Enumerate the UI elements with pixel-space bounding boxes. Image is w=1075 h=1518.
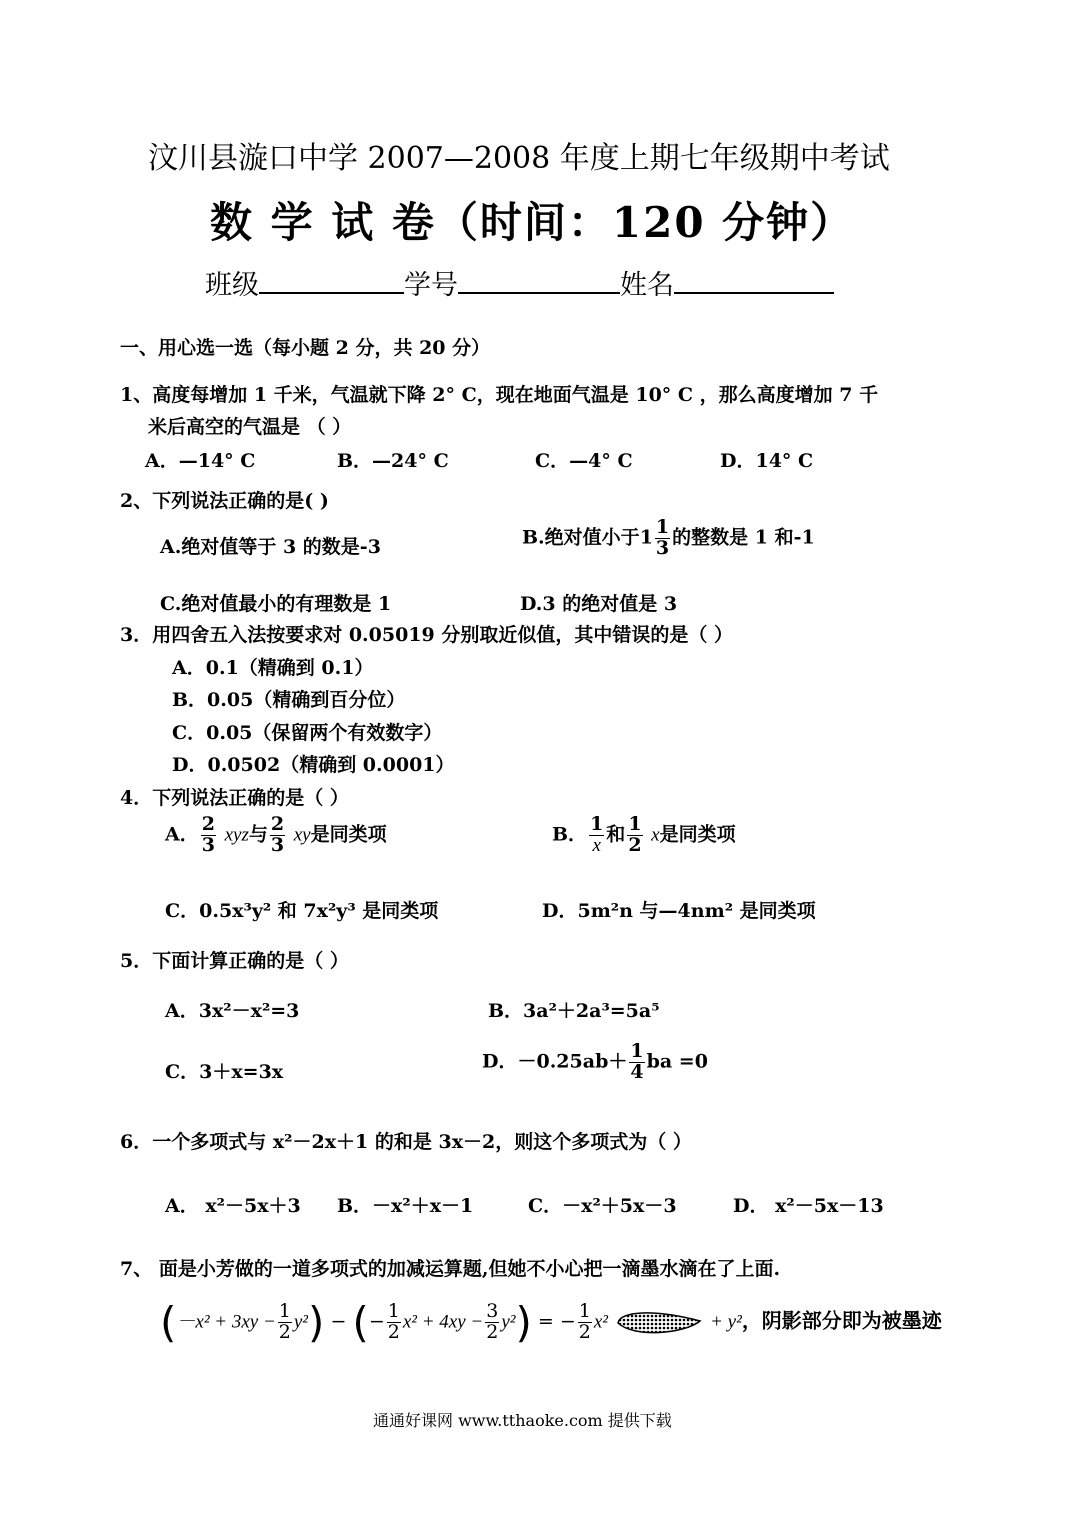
name-blank <box>674 268 834 294</box>
q4-option-a <box>165 815 387 856</box>
q5-d-fraction <box>629 1042 644 1083</box>
q4-option-b <box>552 815 736 856</box>
q5-option-d <box>482 1042 708 1083</box>
fraction-numerator: 1 <box>655 516 670 538</box>
class-blank <box>259 268 404 294</box>
q6-option-b: B．－x²＋x－1 <box>337 1195 474 1217</box>
fraction-denominator: 2 <box>278 1321 291 1343</box>
q4-a-frac2 <box>270 815 285 856</box>
fraction-denominator: 3 <box>201 833 215 856</box>
q2-b-fraction <box>655 518 670 559</box>
fraction-numerator: 1 <box>630 1040 644 1062</box>
q4-a-var2: xy <box>293 824 311 846</box>
q3-stem: 3．用四舍五入法按要求对 0.05019 分别取近似值，其中错误的是（ ） <box>120 624 734 646</box>
q2-option-a: A.绝对值等于 3 的数是-3 <box>160 536 381 558</box>
close-paren: ) <box>308 1298 325 1347</box>
q4-b-var: x <box>651 824 660 846</box>
q7-formula <box>160 1298 942 1347</box>
close-paren: ) <box>515 1298 532 1347</box>
q4-a-frac1 <box>201 815 216 856</box>
q2-option-d: D.3 的绝对值是 3 <box>520 593 678 615</box>
fraction-numerator: 2 <box>201 813 215 835</box>
student-no-label: 学号 <box>404 270 458 301</box>
open-paren: ( <box>160 1298 177 1347</box>
fraction-denominator: 2 <box>387 1321 400 1343</box>
q4-b-frac2 <box>627 815 642 856</box>
fraction-numerator: 1 <box>628 813 642 835</box>
q4-b-tail: 是同类项 <box>659 823 736 846</box>
q4-a-var1: xyz <box>224 824 249 846</box>
q7-term1-tail: y² <box>293 1311 309 1333</box>
q7-stem: 7、 面是小芳做的一道多项式的加减运算题,但她不小心把一滴墨水滴在了上面. <box>120 1258 781 1280</box>
fraction-numerator: 1 <box>387 1300 400 1323</box>
q3-option-a: A．0.1（精确到 0.1） <box>172 657 374 679</box>
q5-option-b: B．3a²＋2a³=5a⁵ <box>488 1000 660 1022</box>
q4-a-label: A． <box>165 823 199 846</box>
q2-b-text: B.绝对值小于 <box>522 526 640 549</box>
q2-b-tail: 的整数是 1 和-1 <box>672 526 815 549</box>
class-label: 班级 <box>205 270 259 301</box>
fraction-numerator: 3 <box>486 1300 499 1323</box>
fraction-numerator: 1 <box>278 1300 291 1323</box>
q7-tail-text: ，阴影部分即为被墨迹 <box>741 1308 942 1333</box>
section-heading: 一、用心选一选（每小题 2 分，共 20 分） <box>120 337 491 359</box>
q7-equals: = − <box>537 1310 576 1333</box>
q1-option-a: A．—14° C <box>145 450 256 472</box>
q4-b-mid: 和 <box>606 823 626 846</box>
q4-a-tail: 是同类项 <box>310 823 387 846</box>
fraction-denominator: 2 <box>578 1321 591 1343</box>
q4-b-frac1 <box>589 815 604 856</box>
ink-blot-icon <box>614 1306 704 1340</box>
q6-option-d: D． x²－5x－13 <box>733 1195 884 1217</box>
q7-frac1 <box>278 1302 292 1343</box>
q1-option-c: C．—4° C <box>535 450 633 472</box>
q2-option-b <box>522 518 815 559</box>
q1-option-b: B．—24° C <box>337 450 449 472</box>
q5-d-tail: ba =0 <box>646 1050 708 1073</box>
q7-term1: －x² + 3xy − <box>176 1311 276 1333</box>
q2-stem: 2、下列说法正确的是( ) <box>120 490 329 512</box>
q4-option-c: C．0.5x³y² 和 7x²y³ 是同类项 <box>165 900 439 922</box>
q4-option-d: D．5m²n 与—4nm² 是同类项 <box>542 900 816 922</box>
q7-result-term: x² <box>593 1311 609 1333</box>
student-no-blank <box>458 268 620 294</box>
q4-b-label: B． <box>552 823 588 846</box>
q1-line1: 1、高度每增加 1 千米，气温就下降 2° C，现在地面气温是 10° C ，那么高度增加 7 千 <box>120 384 879 406</box>
q7-term2-tail: y² <box>501 1311 516 1333</box>
name-label: 姓名 <box>620 270 674 301</box>
q7-neg: − <box>368 1310 385 1333</box>
q4-stem: 4．下列说法正确的是（ ） <box>120 787 349 809</box>
fraction-denominator: 2 <box>486 1321 499 1343</box>
q7-frac2 <box>387 1302 401 1343</box>
q4-a-mid: 与 <box>248 823 268 846</box>
q2-b-whole: 1 <box>639 526 653 549</box>
exam-title: 数 学 试 卷（时间：120 分钟） <box>210 198 855 247</box>
q6-stem: 6．一个多项式与 x²－2x＋1 的和是 3x－2，则这个多项式为（ ） <box>120 1131 692 1153</box>
q3-option-c: C．0.05（保留两个有效数字） <box>172 722 443 744</box>
q5-option-a: A．3x²－x²=3 <box>165 1000 300 1022</box>
q7-minus: − <box>330 1310 347 1333</box>
q3-option-d: D．0.0502（精确到 0.0001） <box>172 754 455 776</box>
fraction-denominator: 3 <box>270 833 285 856</box>
q1-option-d: D．14° C <box>720 450 814 472</box>
fraction-numerator: 2 <box>270 813 285 835</box>
student-info <box>205 263 834 302</box>
fraction-denominator: 2 <box>628 833 642 856</box>
open-paren: ( <box>352 1298 369 1347</box>
q5-d-text: D．－0.25ab＋ <box>482 1050 628 1073</box>
page-footer: 通通好课网 www.tthaoke.com 提供下载 <box>373 1411 672 1430</box>
q3-option-b: B．0.05（精确到百分位） <box>172 689 406 711</box>
q7-after-blot: + y² <box>710 1311 742 1333</box>
q7-frac3 <box>485 1302 499 1343</box>
exam-header: 汶川县漩口中学 2007—2008 年度上期七年级期中考试 <box>148 141 890 176</box>
fraction-numerator: 1 <box>590 813 604 835</box>
q6-option-a: A． x²－5x＋3 <box>165 1195 301 1217</box>
fraction-denominator: 4 <box>630 1060 644 1083</box>
q7-term2-mid: x² + 4xy − <box>402 1311 484 1333</box>
q6-option-c: C．－x²＋5x－3 <box>528 1195 677 1217</box>
fraction-numerator: 1 <box>578 1300 591 1323</box>
q5-option-c: C．3＋x=3x <box>165 1061 284 1083</box>
q7-frac4 <box>578 1302 592 1343</box>
fraction-denominator: 3 <box>655 536 670 559</box>
fraction-denominator: x <box>592 834 601 856</box>
q2-option-c: C.绝对值最小的有理数是 1 <box>160 593 392 615</box>
q1-line2: 米后高空的气温是 （ ） <box>148 416 352 438</box>
q5-stem: 5．下面计算正确的是（ ） <box>120 950 349 972</box>
